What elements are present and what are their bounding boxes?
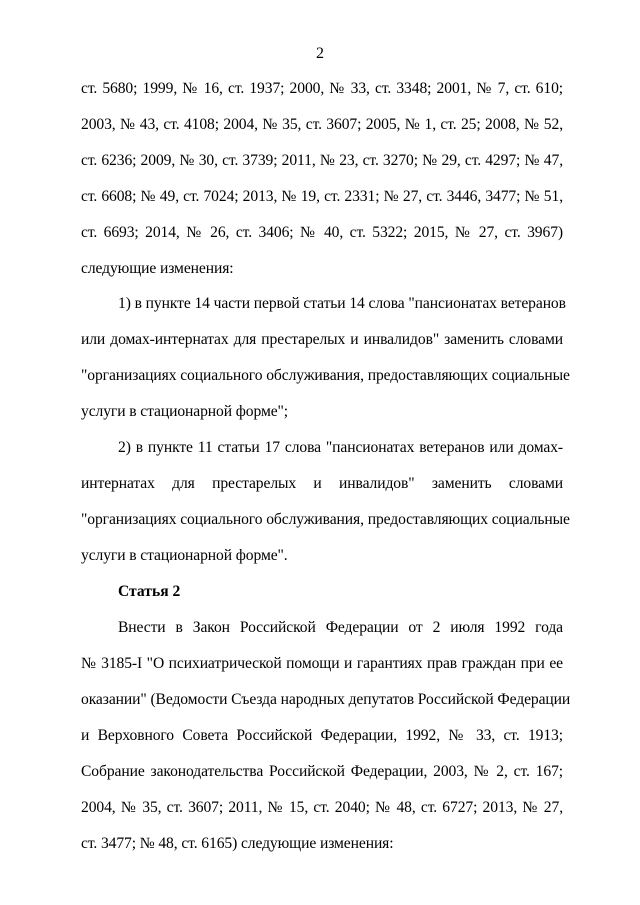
text-line: ст. 3477; № 48, ст. 6165) следующие изменения:: [81, 835, 394, 852]
article-heading: Статья 2: [118, 583, 181, 600]
text-line: услуги в стационарной форме";: [81, 403, 289, 420]
text-line: 1) в пункте 14 части первой статьи 14 слова "пансионатах ветеранов: [118, 295, 566, 312]
text-line: оказании" (Ведомости Съезда народных депутатов Российской Федерации: [81, 691, 571, 708]
text-line: ст. 6608; № 49, ст. 7024; 2013, № 19, ст. 2331; № 27, ст. 3446, 3477; № 51,: [81, 188, 563, 205]
text-line: 2003, № 43, ст. 4108; 2004, № 35, ст. 3607; 2005, № 1, ст. 25; 2008, № 52,: [81, 116, 563, 133]
text-line: ст. 6693; 2014, № 26, ст. 3406; № 40, ст. 5322; 2015, № 27, ст. 3967): [81, 224, 563, 241]
text-line: "организациях социального обслуживания, предоставляющих социальные: [81, 511, 570, 528]
text-line: "организациях социального обслуживания, предоставляющих социальные: [81, 367, 570, 384]
text-line: или домах-интернатах для престарелых и инвалидов" заменить словами: [81, 331, 563, 348]
page-number: 2: [316, 45, 324, 62]
text-line: услуги в стационарной форме".: [81, 547, 288, 564]
text-line: № 3185-I "О психиатрической помощи и гарантиях прав граждан при ее: [81, 655, 563, 672]
text-line: ст. 5680; 1999, № 16, ст. 1937; 2000, № 33, ст. 3348; 2001, № 7, ст. 610;: [81, 80, 563, 97]
text-line: 2) в пункте 11 статьи 17 слова "пансионатах ветеранов или домах-: [118, 439, 563, 456]
text-line: Внести в Закон Российской Федерации от 2 июля 1992 года: [118, 619, 563, 636]
text-line: Собрание законодательства Российской Федерации, 2003, № 2, ст. 167;: [81, 763, 563, 780]
text-line: интернатах для престарелых и инвалидов" заменить словами: [81, 475, 563, 492]
text-line: 2004, № 35, ст. 3607; 2011, № 15, ст. 2040; № 48, ст. 6727; 2013, № 27,: [81, 799, 563, 816]
text-line: и Верховного Совета Российской Федерации, 1992, № 33, ст. 1913;: [81, 727, 563, 744]
text-line: следующие изменения:: [81, 260, 234, 277]
text-line: ст. 6236; 2009, № 30, ст. 3739; 2011, № 23, ст. 3270; № 29, ст. 4297; № 47,: [81, 152, 563, 169]
